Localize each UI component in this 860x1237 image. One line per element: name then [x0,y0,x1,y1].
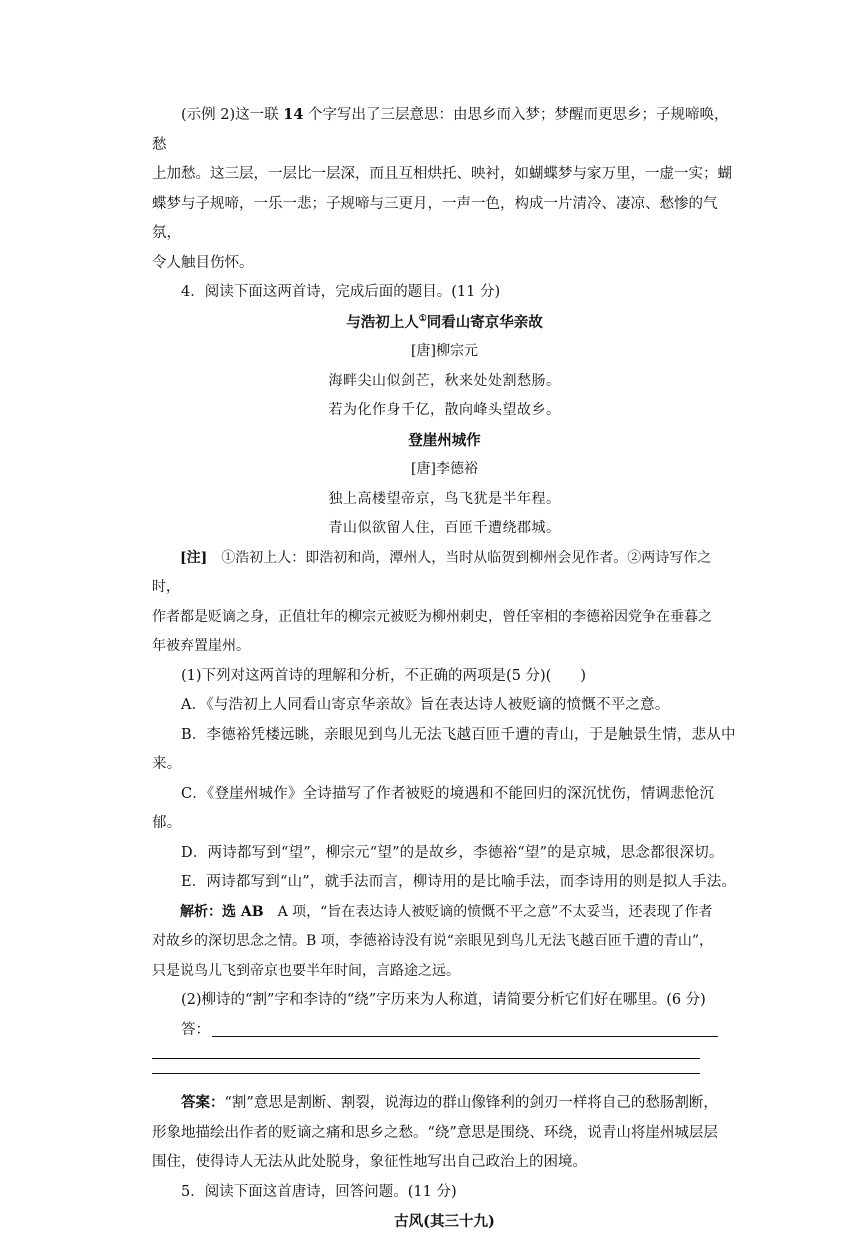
note-label: [注] [180,549,208,566]
poem2-author: [唐]李德裕 [411,461,478,477]
example-line1-num: 14 [283,106,304,123]
answer-line2: 形象地描绘出作者的贬谪之痛和思乡之愁。“绕”意思是围绕、环绕，说青山将崖州城层层 [152,1124,718,1141]
poem1-author: [唐]柳宗元 [411,343,478,359]
answer-blank-line-1[interactable] [212,1036,718,1037]
document-body [152,100,737,1237]
option-e: E．两诗都写到“山”，就手法而言，柳诗用的是比喻手法，而李诗用的则是拟人手法。 [181,874,737,890]
example-paragraph [152,100,737,160]
answer-blank-line-2[interactable] [152,1058,700,1059]
example-line4: 令人触目伤怀。 [152,254,254,271]
note-line1 [152,544,737,603]
answer-text1: “割”意思是割断、割裂，说海边的群山像锋利的剑刃一样将自己的愁肠割断， [224,1095,718,1111]
answer-row [152,1016,737,1046]
answer-label: 答案： [181,1094,225,1111]
example-line3: 蝶梦与子规啼，一乐一悲；子规啼与三更月，一声一色，构成一片清冷、凄凉、愁惨的气氛， [152,195,718,241]
sub1-question: (1)下列对这两首诗的理解和分析，不正确的两项是(5 分)( ) [181,667,586,684]
answer-line1 [152,1088,737,1119]
q4-heading: 4．阅读下面这两首诗，完成后面的题目。(11 分) [181,284,501,300]
poem1-title-b: 同看山寄京华亲故 [426,313,543,331]
analysis-label: 解析：选 AB [180,903,278,920]
poem2-verse2: 青山似欲留人住，百匝千遭绕郡城。 [328,520,561,536]
example-line1-rest: 个字写出了三层意思：由思乡而入梦；梦醒而更思乡；子规啼唤，愁 [152,107,729,153]
example-line1-prefix: (示例 2)这一联 [181,107,284,123]
option-c: C．《登崖州城作》全诗描写了作者被贬的境遇和不能回归的深沉忧伤，情调悲怆沉郁。 [152,785,715,831]
q5-poem-title: 古风(其三十九) [394,1213,495,1230]
option-d: D．两诗都写到“望”，柳宗元“望”的是故乡，李德裕“望”的是京城，思念都很深切。 [181,844,724,861]
answer-blank-line-3[interactable] [152,1073,700,1074]
q5-heading: 5．阅读下面这首唐诗，回答问题。(11 分) [181,1183,457,1200]
answer-prompt: 答： [181,1021,210,1038]
analysis-text1: A 项，“旨在表达诗人被贬谪的愤慨不平之意”不太妥当，还表现了作者 [277,903,713,920]
analysis-line2: 对故乡的深切思念之情。B 项，李德裕诗没有说“亲眼见到鸟儿无法飞越百匝千遭的青山”， [152,933,714,949]
analysis-line3: 只是说鸟儿飞到帝京也要半年时间，言路途之远。 [152,962,460,979]
poem1-title-a: 与浩初上人 [346,313,419,331]
poem2-title: 登崖州城作 [408,431,481,449]
sub2-question: (2)柳诗的“割”字和李诗的“绕”字历来为人称道，请简要分析它们好在哪里。(6 分) [181,992,706,1008]
example-line2: 上加愁。这三层，一层比一层深，而且互相烘托、映衬，如蝴蝶梦与家万里，一虚一实；蝴 [152,166,732,182]
poem1-verse2: 若为化作身千亿，散向峰头望故乡。 [328,402,561,418]
option-a: A．《与浩初上人同看山寄京华亲故》旨在表达诗人被贬谪的愤慨不平之意。 [181,697,670,713]
poem1-title [152,308,737,338]
poem1-verse1: 海畔尖山似剑芒，秋来处处割愁肠。 [328,372,561,389]
option-b: B．李德裕凭楼远眺，亲眼见到鸟儿无法飞越百匝千遭的青山，于是触景生情，悲从中来。 [152,726,736,772]
note-line2: 作者都是贬谪之身，正值壮年的柳宗元被贬为柳州刺史，曾任宰相的李德裕因党争在垂暮之 [152,608,712,625]
answer-line3: 围住，使得诗人无法从此处脱身，象征性地写出自己政治上的困境。 [152,1154,587,1170]
note-text1: ①浩初上人：即浩初和尚，潭州人，当时从临贺到柳州会见作者。②两诗写作之时， [152,549,712,595]
analysis-line1 [152,898,737,928]
note-line3: 年被弃置崖州。 [152,638,250,654]
poem2-verse1: 独上高楼望帝京，鸟飞犹是半年程。 [328,490,561,507]
footnote-marker: ① [418,313,427,324]
